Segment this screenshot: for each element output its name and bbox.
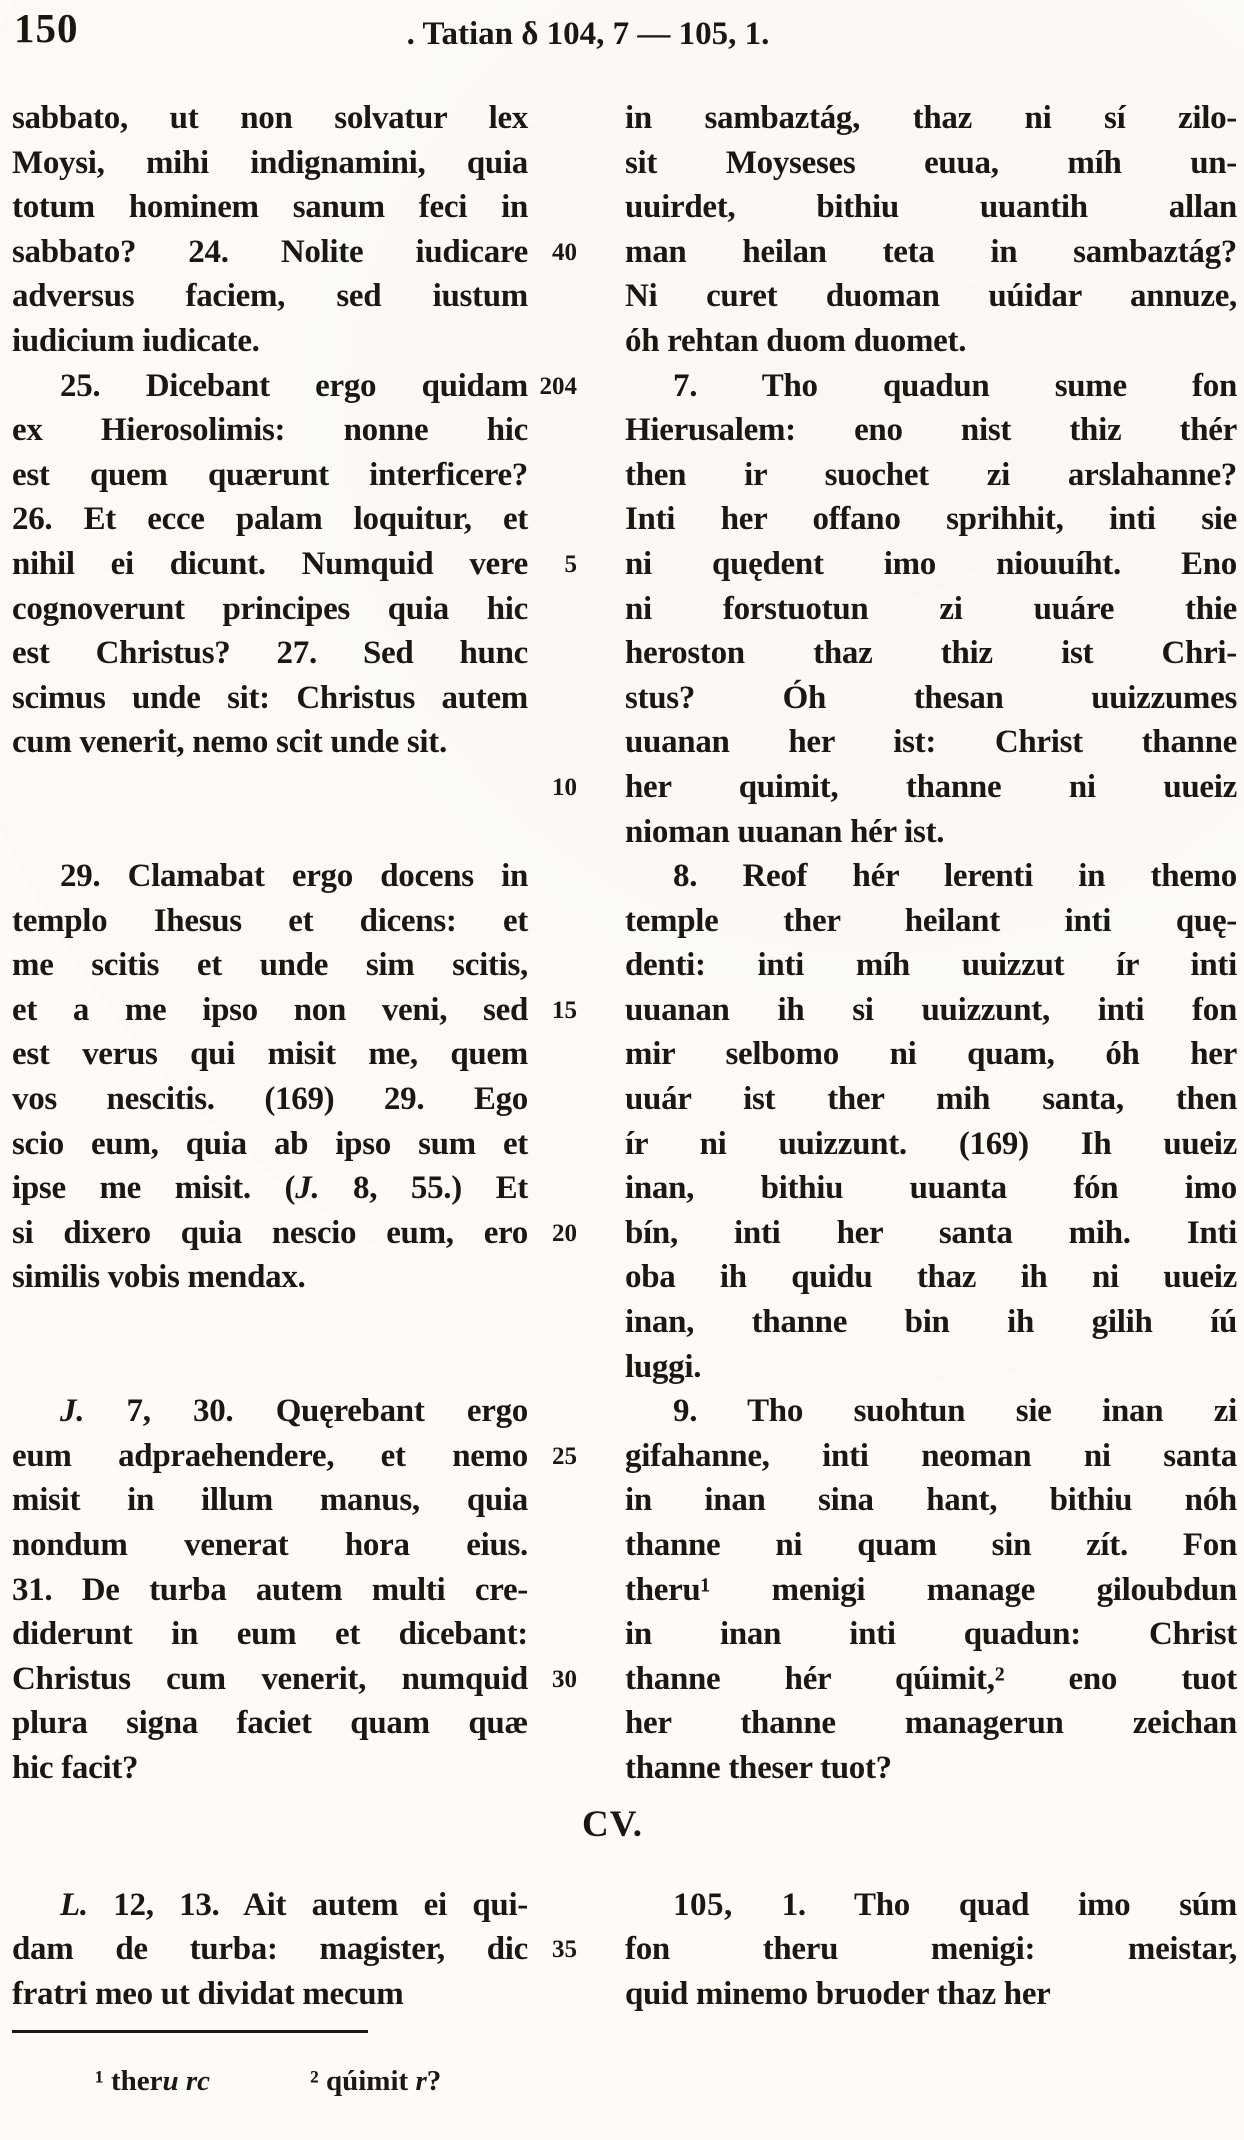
line-number (528, 453, 625, 498)
parallel-line-row (0, 1927, 1244, 1972)
line-number (528, 1032, 625, 1077)
line-number (528, 1972, 625, 2017)
german-line (625, 1523, 1237, 1568)
german-line (625, 1345, 1237, 1390)
text-run: inan, thanne bin ih gilih íú (625, 1304, 1237, 1341)
latin-line (12, 1166, 528, 1211)
footnote (95, 2063, 210, 2099)
parallel-line-row (0, 1255, 1244, 1300)
line-number (528, 587, 625, 632)
text-run: nondum venerat hora eius. (12, 1527, 528, 1563)
german-line (625, 765, 1237, 810)
german-line (625, 1434, 1237, 1479)
latin-line (12, 988, 528, 1033)
parallel-line-row (0, 364, 1244, 409)
german-line (625, 141, 1237, 186)
line-number (528, 1345, 625, 1390)
text-run: óh rehtan duom duomet. (625, 322, 967, 359)
latin-line (12, 765, 528, 810)
line-number (528, 185, 625, 230)
german-line (625, 943, 1237, 988)
running-header (0, 0, 1244, 62)
latin-line (12, 497, 528, 542)
text-run: temple ther heilant inti quę- (625, 902, 1237, 939)
line-number (528, 1478, 625, 1523)
german-line (625, 96, 1237, 141)
text-run: in sambaztág, thaz ni sí zilo- (625, 100, 1237, 136)
italic-text: u (162, 2065, 179, 2098)
text-run: Moysi, mihi indignamini, quia (12, 144, 528, 181)
parallel-line-row (0, 1300, 1244, 1345)
parallel-line-row (0, 1972, 1244, 2017)
line-number (528, 1523, 625, 1568)
line-number: 25 (552, 1442, 577, 1470)
text-run: uuanan her ist: Christ thanne (625, 724, 1237, 761)
line-number (528, 1255, 625, 1300)
text-run: mir selbomo ni quam, óh her (625, 1036, 1237, 1073)
text-run: denti: inti míh uuizzut ír inti (625, 947, 1237, 984)
german-line (625, 497, 1237, 542)
german-line (625, 1972, 1237, 2017)
parallel-line-row (0, 1032, 1244, 1077)
parallel-line-row (0, 720, 1244, 765)
text-run: 1. Tho quad imo súm (732, 1886, 1237, 1923)
german-line (625, 1300, 1237, 1345)
german-line (625, 1927, 1237, 1972)
text-run: hic facit? (12, 1749, 139, 1786)
line-number (528, 1300, 625, 1345)
parallel-line-row (0, 230, 1244, 275)
parallel-line-row (0, 96, 1244, 141)
text-run: et a me ipso non veni, sed (12, 991, 528, 1028)
parallel-line-row (0, 631, 1244, 676)
text-run: uuár ist ther mih santa, then (625, 1081, 1237, 1118)
italic-text: L. (60, 1886, 88, 1923)
text-run: in inan inti quadun: Christ (625, 1616, 1237, 1653)
text-run: ¹ ther (95, 2065, 163, 2098)
line-number: 30 (552, 1665, 577, 1693)
text-run: 26. Et ecce palam loquitur, et (12, 501, 528, 538)
latin-line (12, 230, 528, 275)
german-line (625, 1612, 1237, 1657)
text-run: quid minemo bruoder thaz her (625, 1975, 1051, 2012)
text-run: 7, 30. Quęrebant ergo (84, 1393, 528, 1430)
german-line (625, 1568, 1237, 1613)
parallel-line-row (0, 943, 1244, 988)
text-run: Hierusalem: eno nist thiz thér (625, 412, 1237, 449)
parallel-line-row (0, 988, 1244, 1033)
german-line (625, 988, 1237, 1033)
line-number (528, 1746, 625, 1791)
parallel-text-lower (0, 1883, 1244, 2017)
text-run: est Christus? 27. Sed hunc (12, 635, 528, 672)
chapter-heading: CV. (582, 1803, 643, 1845)
latin-line (12, 810, 528, 855)
parallel-line-row (0, 542, 1244, 587)
line-number (528, 720, 625, 765)
parallel-text-upper (0, 96, 1244, 1791)
latin-line (12, 587, 528, 632)
line-number (528, 943, 625, 988)
german-line (625, 1478, 1237, 1523)
latin-line (12, 408, 528, 453)
parallel-line-row (0, 810, 1244, 855)
text-run: vos nescitis. (169) 29. Ego (12, 1081, 528, 1118)
text-run: cum venerit, nemo scit unde sit. (12, 724, 447, 761)
parallel-line-row (0, 676, 1244, 721)
parallel-line-row (0, 1657, 1244, 1702)
text-run: scio eum, quia ab ipso sum et (12, 1125, 528, 1162)
german-line (625, 587, 1237, 632)
text-run: 8, 55.) Et (319, 1170, 528, 1207)
line-number (528, 810, 625, 855)
latin-line (12, 1122, 528, 1167)
bold-text: 105, (673, 1886, 733, 1923)
text-run: thanne theser tuot? (625, 1749, 892, 1786)
german-line (625, 1032, 1237, 1077)
text-run: then ir suochet zi arslahanne? (625, 456, 1237, 493)
german-line (625, 899, 1237, 944)
line-number (528, 96, 625, 141)
running-title: . Tatian δ 104, 7 — 105, 1. (406, 16, 770, 52)
parallel-line-row (0, 1701, 1244, 1746)
line-number (528, 141, 625, 186)
latin-line (12, 319, 528, 364)
parallel-line-row (0, 1389, 1244, 1434)
text-run: luggi. (625, 1348, 702, 1385)
italic-text: J. (60, 1393, 85, 1430)
text-run: bín, inti her santa mih. Inti (625, 1214, 1237, 1251)
line-number (528, 497, 625, 542)
latin-line (12, 1568, 528, 1613)
parallel-line-row (0, 765, 1244, 810)
german-line (625, 720, 1237, 765)
text-run: templo Ihesus et dicens: et (12, 902, 528, 939)
text-run: est verus qui misit me, quem (12, 1036, 528, 1073)
page-number: 150 (14, 5, 79, 51)
german-line (625, 1657, 1237, 1702)
parallel-line-row (0, 1746, 1244, 1791)
german-line (625, 676, 1237, 721)
german-line (625, 1883, 1237, 1928)
line-number (528, 319, 625, 364)
latin-line (12, 899, 528, 944)
line-number: 35 (552, 1936, 577, 1964)
text-run: me scitis et unde sim scitis, (12, 947, 528, 984)
parallel-line-row (0, 274, 1244, 319)
text-run: Inti her offano sprihhit, inti sie (625, 501, 1237, 538)
latin-line (12, 943, 528, 988)
parallel-line-row (0, 854, 1244, 899)
latin-line (12, 96, 528, 141)
line-number (528, 631, 625, 676)
german-line (625, 1746, 1237, 1791)
latin-line (12, 1434, 528, 1479)
latin-line (12, 1972, 528, 2017)
latin-line (12, 364, 528, 409)
text-run: ² qúimit (310, 2065, 416, 2098)
line-number (528, 676, 625, 721)
line-number: 15 (552, 996, 577, 1024)
text-run: nioman uuanan hér ist. (625, 813, 945, 850)
latin-line (12, 1389, 528, 1434)
text-run: ír ni uuizzunt. (169) Ih uueiz (625, 1125, 1237, 1162)
text-run: sabbato? 24. Nolite iudicare (12, 233, 528, 270)
line-number: 5 (564, 550, 577, 578)
latin-line (12, 1746, 528, 1791)
latin-line (12, 1255, 528, 1300)
text-run: 7. Tho quadun sume fon (673, 367, 1237, 404)
text-run: sabbato, ut non solvatur lex (12, 100, 528, 136)
text-run: cognoverunt principes quia hic (12, 590, 528, 627)
parallel-line-row (0, 408, 1244, 453)
parallel-line-row (0, 1612, 1244, 1657)
text-run (179, 2065, 186, 2097)
text-run: sit Moyseses euua, míh un- (625, 144, 1237, 181)
latin-line (12, 1300, 528, 1345)
latin-line (12, 141, 528, 186)
text-run: her thanne managerun zeichan (625, 1705, 1237, 1742)
text-run: iudicium iudicate. (12, 322, 260, 359)
text-run: gifahanne, inti neoman ni santa (625, 1437, 1237, 1474)
text-run: uuirdet, bithiu uuantih allan (625, 189, 1237, 226)
parallel-line-row (0, 1883, 1244, 1928)
italic-text: r (415, 2065, 427, 2098)
latin-line (12, 1612, 528, 1657)
text-run: nihil ei dicunt. Numquid vere (12, 545, 528, 582)
parallel-line-row (0, 1345, 1244, 1390)
latin-line (12, 631, 528, 676)
text-run: si dixero quia nescio eum, ero (12, 1214, 528, 1251)
text-run: Ni curet duoman uúidar annuze, (625, 278, 1237, 315)
german-line (625, 230, 1237, 275)
parallel-line-row (0, 141, 1244, 186)
parallel-line-row (0, 1211, 1244, 1256)
german-line (625, 1255, 1237, 1300)
latin-line (12, 453, 528, 498)
text-run: inan, bithiu uuanta fón imo (625, 1170, 1237, 1207)
line-number (528, 1122, 625, 1167)
line-number (528, 1701, 625, 1746)
german-line (625, 274, 1237, 319)
text-run: uuanan ih si uuizzunt, inti fon (625, 991, 1237, 1028)
text-run: ? (426, 2065, 442, 2098)
latin-line (12, 1478, 528, 1523)
text-run: in inan sina hant, bithiu nóh (625, 1482, 1237, 1519)
german-line (625, 810, 1237, 855)
text-run: plura signa faciet quam quæ (12, 1705, 528, 1742)
german-line (625, 1389, 1237, 1434)
parallel-line-row (0, 1434, 1244, 1479)
text-run: 12, 13. Ait autem ei qui- (87, 1886, 528, 1923)
line-number (528, 899, 625, 944)
parallel-line-row (0, 497, 1244, 542)
latin-line (12, 854, 528, 899)
text-run: thanne hér qúimit,² eno tuot (625, 1660, 1237, 1697)
latin-line (12, 1032, 528, 1077)
line-number (528, 1568, 625, 1613)
text-run: dam de turba: magister, dic (12, 1931, 528, 1968)
text-run: 31. De turba autem multi cre- (12, 1571, 528, 1608)
german-line (625, 1166, 1237, 1211)
text-run: ni quędent imo niouuíht. Eno (625, 545, 1237, 582)
text-run: 25. Dicebant ergo quidam (60, 367, 528, 404)
italic-text: rc (185, 2065, 211, 2098)
text-run: 9. Tho suohtun sie inan zi (673, 1393, 1237, 1430)
latin-line (12, 1345, 528, 1390)
german-line (625, 408, 1237, 453)
parallel-line-row (0, 1568, 1244, 1613)
text-run: totum hominem sanum feci in (12, 189, 528, 226)
text-run: theru¹ menigi manage giloubdun (625, 1571, 1237, 1608)
text-run: fratri meo ut dividat mecum (12, 1975, 404, 2012)
text-run: similis vobis mendax. (12, 1259, 306, 1296)
parallel-line-row (0, 1523, 1244, 1568)
text-run: oba ih quidu thaz ih ni uueiz (625, 1259, 1237, 1296)
text-run: stus? Óh thesan uuizzumes (625, 679, 1237, 716)
text-run: thanne ni quam sin zít. Fon (625, 1527, 1237, 1563)
parallel-line-row (0, 453, 1244, 498)
text-run: her quimit, thanne ni uueiz (625, 768, 1237, 805)
line-number (528, 1389, 625, 1434)
line-number: 20 (552, 1219, 577, 1247)
parallel-line-row (0, 1478, 1244, 1523)
german-line (625, 1077, 1237, 1122)
line-number: 10 (552, 773, 577, 801)
latin-line (12, 1883, 528, 1928)
text-run: scimus unde sit: Christus autem (12, 679, 528, 716)
parallel-line-row (0, 319, 1244, 364)
german-line (625, 631, 1237, 676)
text-run: man heilan teta in sambaztág? (625, 233, 1237, 270)
text-run: ex Hierosolimis: nonne hic (12, 412, 528, 449)
footnotes (0, 2063, 1244, 2099)
line-number: 204 (539, 372, 577, 400)
line-number (528, 408, 625, 453)
parallel-line-row (0, 899, 1244, 944)
german-line (625, 1211, 1237, 1256)
latin-line (12, 1927, 528, 1972)
footnote-rule (12, 2030, 368, 2033)
text-run: Christus cum venerit, numquid (12, 1660, 528, 1697)
footnote (310, 2063, 441, 2099)
german-line (625, 854, 1237, 899)
text-run: ipse me misit. ( (12, 1170, 296, 1207)
text-run: misit in illum manus, quia (12, 1482, 528, 1519)
german-line (625, 319, 1237, 364)
parallel-line-row (0, 1077, 1244, 1122)
text-run: ni forstuotun zi uuáre thie (625, 590, 1237, 627)
latin-line (12, 1657, 528, 1702)
text-run: fon theru menigi: meistar, (625, 1931, 1237, 1968)
line-number (528, 1883, 625, 1928)
line-number (528, 274, 625, 319)
parallel-line-row (0, 1122, 1244, 1167)
latin-line (12, 1077, 528, 1122)
line-number (528, 854, 625, 899)
german-line (625, 364, 1237, 409)
line-number (528, 1077, 625, 1122)
german-line (625, 453, 1237, 498)
german-line (625, 185, 1237, 230)
latin-line (12, 720, 528, 765)
german-line (625, 542, 1237, 587)
parallel-line-row (0, 587, 1244, 632)
italic-text: J. (295, 1170, 320, 1207)
german-line (625, 1701, 1237, 1746)
latin-line (12, 542, 528, 587)
text-run: eum adpraehendere, et nemo (12, 1437, 528, 1474)
text-run: 8. Reof hér lerenti in themo (673, 858, 1237, 895)
text-run: diderunt in eum et dicebant: (12, 1616, 528, 1653)
text-run: 29. Clamabat ergo docens in (60, 858, 528, 895)
text-run: est quem quærunt interficere? (12, 456, 528, 493)
parallel-line-row (0, 1166, 1244, 1211)
line-number (528, 1612, 625, 1657)
latin-line (12, 676, 528, 721)
german-line (625, 1122, 1237, 1167)
latin-line (12, 1701, 528, 1746)
line-number: 40 (552, 238, 577, 266)
latin-line (12, 274, 528, 319)
text-run: heroston thaz thiz ist Chri- (625, 635, 1237, 672)
latin-line (12, 185, 528, 230)
line-number (528, 1166, 625, 1211)
parallel-line-row (0, 185, 1244, 230)
latin-line (12, 1211, 528, 1256)
text-run: adversus faciem, sed iustum (12, 278, 528, 315)
latin-line (12, 1523, 528, 1568)
